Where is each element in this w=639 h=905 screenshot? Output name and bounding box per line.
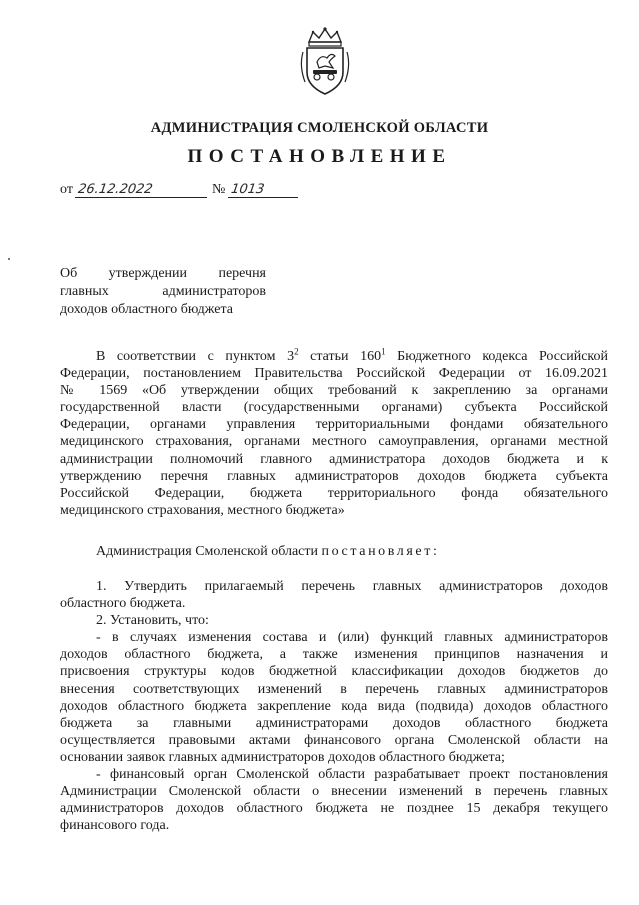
preamble-line: государственной власти (государственными органами) субъекта Российской [60,400,608,416]
date-number-line [60,182,299,198]
item2-bullet1-line: бюджета за главными администраторами доходов областного бюджета [60,715,608,731]
scan-mark [8,258,10,260]
item2-bullet1-line: присвоения структуры кодов бюджетной классификации доходов бюджетов до [60,664,608,680]
item2-bullet1-line: доходов областного бюджета закрепление кода вида (подвида) доходов областного [60,698,608,714]
decree-line [60,543,608,560]
item2-bullet2-line: - финансовый орган Смоленской области разрабатывает проект постановления [96,767,608,783]
preamble-first-line [60,348,608,365]
item2-bullet1-line: внесения соответствующих изменений в перечень главных администраторов [60,681,608,697]
preamble-line: администрации полномочий главного администратора доходов бюджета и к [60,451,608,467]
item2-bullet1-line: доходов областного бюджета, а также изменения принципов назначения и [60,647,608,663]
item2-bullet1-line: - в случаях изменения состава и (или) функций главных администраторов [96,630,608,646]
item2-bullet2-line: Администрации Смоленской области о внесении изменений в перечень главных [60,784,608,800]
subject-line: доходов областного бюджета [60,302,233,317]
item2-bullet1-line: основании заявок главных администраторов доходов областного бюджета; [60,749,505,765]
preamble-paragraph [60,348,608,519]
decree-verb: постановляет: [321,544,440,559]
preamble-line: Федерации, органами управления территориальными фондами обязательного [60,417,608,433]
item1-line: областного бюджета. [60,596,186,612]
preamble-text: Бюджетного кодекса Российской [385,349,608,364]
smolensk-coat-of-arms-icon [297,26,353,98]
subject-line: главных администраторов [60,284,266,299]
item2-bullet2-line: администраторов доходов областного бюджета не позднее 15 декабря текущего [60,801,608,817]
item1-line: 1. Утвердить прилагаемый перечень главных администраторов доходов [96,579,608,594]
handwritten-date: 26.12.2022 [75,183,209,198]
preamble-text: В соответствии с пунктом 3 [96,349,295,364]
date-prefix: от [60,182,73,197]
decree-text [60,543,608,560]
document-type-title: ПОСТАНОВЛЕНИЕ [187,146,452,167]
preamble-line: Федерации, постановлением Правительства Российской Федерации от 16.09.2021 [60,366,608,382]
document-subject [60,265,266,319]
item2-bullet2-line: финансового года. [60,818,170,834]
decree-items [60,578,608,834]
preamble-line: медицинского страхования, органами местного самоуправления, органами местной [60,434,608,450]
superscript: 1 [381,346,386,357]
preamble-line: Российской Федерации, бюджета территориального фонда обязательного [60,485,608,501]
handwritten-number: 1013 [228,183,300,198]
organization-title: АДМИНИСТРАЦИЯ СМОЛЕНСКОЙ ОБЛАСТИ [150,120,489,136]
preamble-line: № 1569 «Об утверждении общих требований к закреплению за органами [60,383,608,399]
decree-lead: Администрация Смоленской области [96,544,322,559]
item2-title: 2. Установить, что: [96,613,209,629]
item2-bullet1-line: осуществляется правовыми актами финансового органа Смоленской области на [60,732,608,748]
preamble-line: медицинского страхования, местного бюджета» [60,502,345,518]
preamble-text: статьи 160 [298,349,382,364]
preamble-line: утверждению перечня главных администраторов доходов бюджета субъекта [60,468,608,484]
superscript: 2 [294,346,299,357]
number-prefix: № [211,182,226,197]
subject-line: Об утверждении перечня [60,266,266,281]
